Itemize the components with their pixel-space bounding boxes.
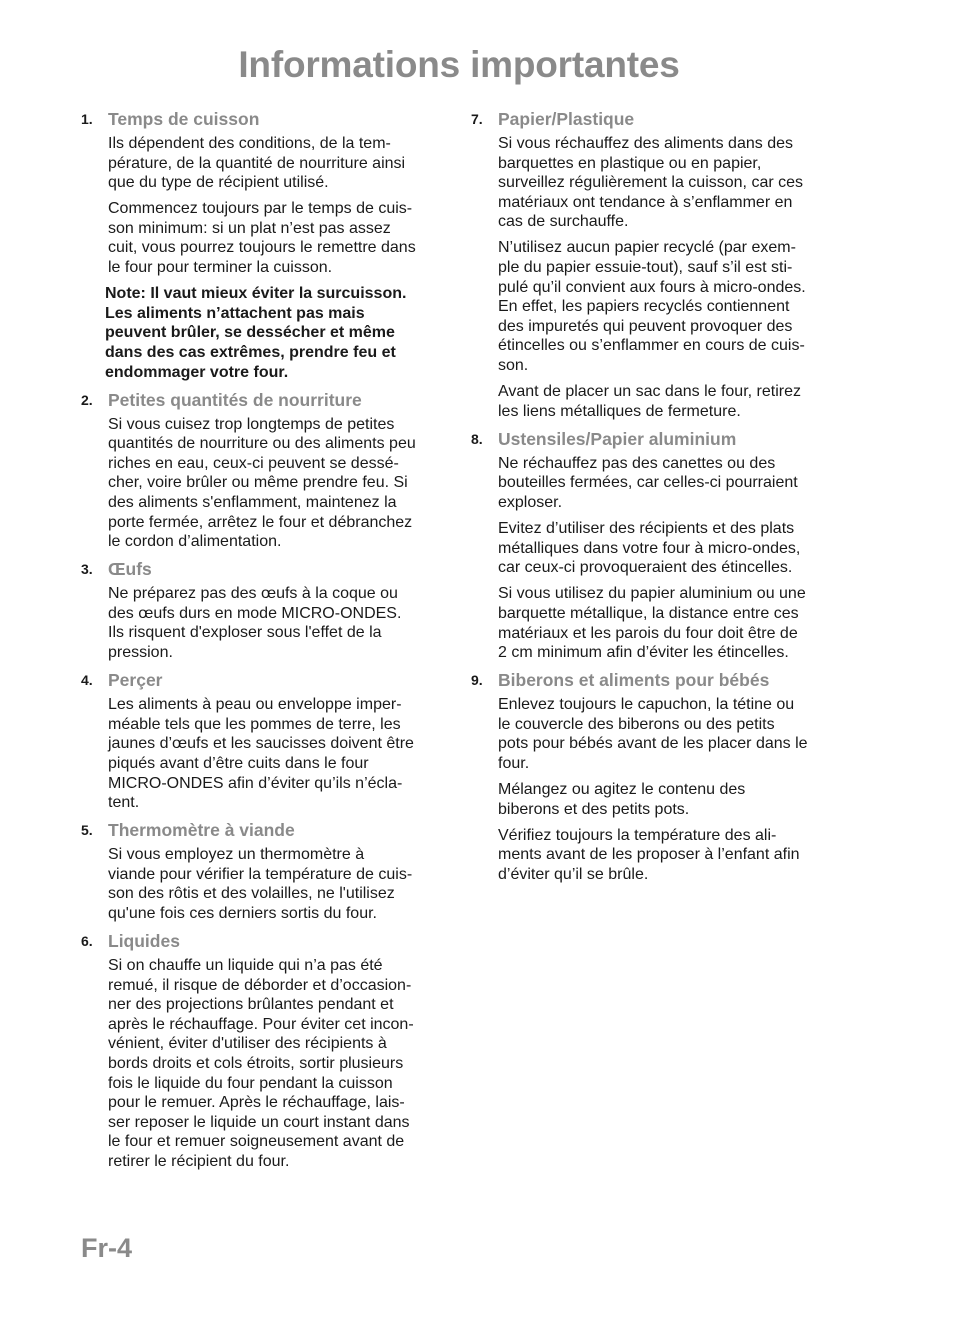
left-column	[81, 108, 451, 1178]
section-8	[471, 428, 843, 663]
section-paragraph: Si vous employez un thermomètre à viande pour vérifier la température de cuis- son des rôtis et des volailles, ne l'utilisez qu'une fois ces derniers sortis du four.	[108, 846, 413, 922]
section-paragraph: Si on chauffe un liquide qui n’a pas été remué, il risque de déborder et d’occasion- ner des projections brûlantes pendant et après le réchauffage. Pour éviter cet incon- vénient, éviter d'utiliser des récipients à bords droits et cols étroits, sortir plusieurs fois le liquide du four pendant la cuisson pour le remuer. Après le réchauffage, lais- ser reposer le liquide un court instant dans le four et remuer soigneusement avant de retirer le récipient du four.	[108, 957, 414, 1171]
page-number: Fr-4	[81, 1233, 133, 1263]
section-number: 3.	[81, 561, 93, 578]
section-number: 8.	[471, 430, 483, 447]
section-9	[471, 669, 843, 884]
section-paragraph: Mélangez ou agitez le contenu des biberons et des petits pots.	[498, 781, 746, 818]
section-paragraph: Ne préparez pas des œufs à la coque ou des œufs durs en mode MICRO-ONDES. Ils risquent d'exploser sous l'effet de la pression.	[108, 585, 402, 662]
section-paragraph: Si vous réchauffez des aliments dans des barquettes en plastique ou en papier, surveillez régulièrement la cuisson, car ces matériaux ont tendance à s’enflammer en cas de surchauffe.	[498, 135, 804, 231]
section-heading: Thermomètre à viande	[108, 820, 295, 841]
section-heading: Temps de cuisson	[108, 109, 260, 129]
section-paragraph: Evitez d’utiliser des récipients et des plats métalliques dans votre four à micro-ondes, car ceux-ci provoqueraient des étincelles.	[498, 520, 801, 577]
section-paragraph: N’utilisez aucun papier recyclé (par exem- ple du papier essuie-tout), sauf s’il est sti- pulé qu’il convient aux fours à micro-ondes. En effet, les papiers recyclés contiennent des impuretés qui peuvent provoquer des étincelles ou s’enflammer en cours de cuis- son.	[498, 239, 806, 375]
section-1	[81, 108, 451, 382]
section-paragraph: Avant de placer un sac dans le four, retirez les liens métalliques de fermeture.	[498, 383, 801, 420]
section-number: 1.	[81, 111, 93, 127]
page-title: Informations importantes	[238, 44, 680, 85]
section-heading: Œufs	[108, 559, 152, 580]
section-number: 9.	[471, 672, 483, 689]
section-paragraph: Les aliments à peau ou enveloppe imper- méable tels que les pommes de terre, les jaunes d’œufs et les saucisses doivent être piqués avant d’être cuits dans le four MICRO-ONDES afin d’éviter qu’ils n’écla- tent.	[108, 696, 414, 812]
section-7	[471, 108, 843, 421]
section-paragraph: Ils dépendent des conditions, de la tem- pérature, de la quantité de nourriture ainsi que du type de récipient utilisé.	[108, 135, 406, 192]
section-3	[81, 558, 451, 662]
section-paragraph: Vérifiez toujours la température des ali- ments avant de les proposer à l’enfant afin d’éviter qu’il se brûle.	[498, 826, 800, 883]
section-5	[81, 819, 451, 923]
section-heading: Perçer	[108, 670, 163, 691]
section-paragraph: Commencez toujours par le temps de cuis- son minimum: si un plat n’est pas assez cuit, vous pourrez toujours le remettre dans le four pour terminer la cuisson.	[108, 200, 416, 277]
section-heading: Liquides	[108, 931, 180, 952]
section-paragraph: Si vous utilisez du papier aluminium ou une barquette métallique, la distance entre ces matériaux et les parois du four doit être de 2 cm minimum afin d’éviter les étincelles.	[498, 585, 806, 662]
section-paragraph: Enlevez toujours le capuchon, la tétine ou le couvercle des biberons ou des petits pots pour bébés avant de les placer dans le four.	[498, 696, 808, 773]
section-number: 2.	[81, 391, 93, 408]
section-heading: Petites quantités de nourriture	[108, 389, 362, 410]
section-4	[81, 669, 451, 813]
section-2	[81, 389, 451, 552]
section-heading: Ustensiles/Papier aluminium	[498, 428, 737, 449]
section-number: 4.	[81, 672, 93, 689]
section-note: Note: Il vaut mieux éviter la surcuisson. Les aliments n’attachent pas mais peuvent brûler, se dessécher et même dans des cas extrêmes, prendre feu et endommager votre four.	[105, 285, 407, 381]
section-paragraph: Ne réchauffez pas des canettes ou des bouteilles fermées, car celles-ci pourraient exploser.	[498, 454, 798, 511]
section-heading: Papier/Plastique	[498, 109, 635, 129]
right-column	[471, 108, 843, 891]
section-paragraph: Si vous cuisez trop longtemps de petites quantités de nourriture ou des aliments peu riches en eau, ceux-ci peuvent se dessé- cher, voire brûler ou même prendre feu. Si des aliments s'enflamment, maintenez la porte fermée, arrêtez le four et débranchez le cordon d’alimentation.	[108, 415, 416, 551]
section-number: 5.	[81, 822, 93, 839]
section-number: 7.	[471, 111, 483, 127]
section-6	[81, 930, 451, 1172]
section-number: 6.	[81, 933, 93, 950]
section-heading: Biberons et aliments pour bébés	[498, 670, 770, 691]
